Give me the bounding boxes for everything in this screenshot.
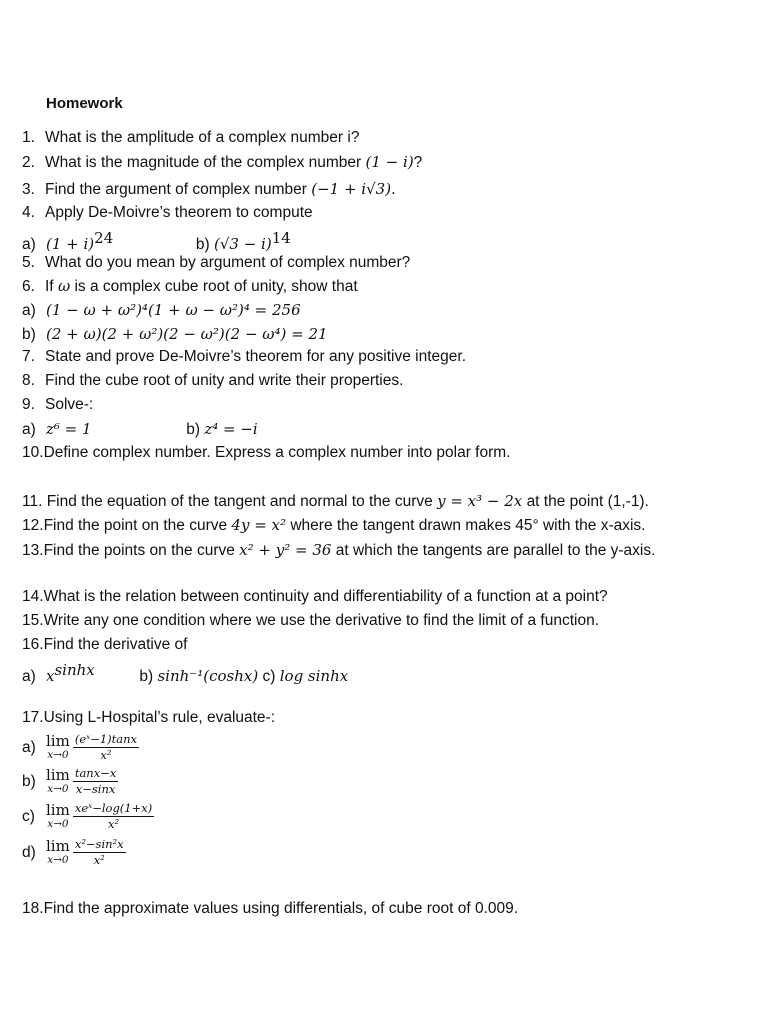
limit-approach: x→0 (47, 748, 69, 761)
question-text: Write any one condition where we use the derivative to find the limit of a function. (43, 612, 599, 629)
question-16 (22, 635, 187, 655)
question-number: 14. (22, 588, 44, 605)
math-expression: (−1 + i√3). (311, 180, 396, 198)
math-expression: z⁴ = −i (204, 420, 258, 438)
limit-b (22, 767, 118, 796)
math-expression: (1 − ω + ω²)⁴(1 + ω − ω²)⁴ = 256 (46, 301, 301, 319)
part-label: a) (22, 236, 36, 254)
exponent: sinhx (54, 661, 95, 679)
question-16-parts (22, 660, 348, 687)
math-expression: y = x³ − 2x (437, 492, 523, 510)
part-label: c) (22, 807, 35, 825)
limit-word: lim (46, 800, 70, 819)
limit-word: lim (46, 765, 70, 784)
math-expression: x² + y² = 36 (239, 541, 332, 559)
question-6a (22, 300, 301, 321)
part-label: a) (22, 302, 36, 319)
question-number: 13. (22, 542, 44, 559)
question-text: What is the amplitude of a complex number i? (45, 129, 360, 146)
limit-operator (46, 731, 70, 762)
denominator: x² (93, 853, 105, 867)
question-text: Solve-: (45, 396, 94, 413)
question-12 (22, 515, 645, 536)
question-17 (22, 708, 275, 728)
question-text: Find the argument of complex number (45, 181, 307, 198)
numerator: xeˣ−log(1+x) (74, 801, 153, 815)
question-1 (22, 128, 359, 148)
math-expression: z⁶ = 1 (46, 420, 92, 438)
question-number: 16. (22, 636, 44, 653)
question-tail: at which the tangents are parallel to the y-axis. (335, 542, 656, 559)
exponent: 24 (94, 229, 114, 247)
limit-approach: x→0 (47, 782, 69, 795)
limit-word: lim (46, 731, 70, 750)
numerator: x²−sin²x (74, 837, 124, 851)
question-11 (22, 491, 649, 512)
limit-c (22, 802, 154, 831)
limit-operator (46, 765, 70, 796)
denominator: x² (107, 817, 120, 831)
question-text: Define complex number. Express a complex number into polar form. (43, 444, 511, 461)
question-text: Find the derivative of (43, 636, 188, 653)
question-text: State and prove De-Moivre’s theorem for any positive integer. (45, 348, 467, 365)
question-tail: at the point (1,-1). (526, 493, 649, 510)
part-label: b) (22, 326, 36, 343)
limit-a (22, 733, 139, 762)
question-7 (22, 347, 466, 367)
question-number: 2. (22, 154, 35, 171)
math-expression: (√3 − i) (213, 235, 272, 254)
question-5 (22, 253, 410, 273)
question-number: 11. (22, 493, 43, 510)
question-text: Using L-Hospital’s rule, evaluate-: (43, 709, 276, 726)
question-text: Apply De-Moivre’s theorem to compute (45, 204, 313, 221)
limit-d (22, 838, 126, 867)
question-6b (22, 324, 328, 345)
question-3 (22, 179, 396, 200)
question-text: is a complex cube root of unity, show that (74, 278, 358, 295)
part-label: a) (22, 421, 36, 438)
question-4-parts (22, 228, 291, 255)
question-4 (22, 203, 313, 223)
denominator: x−sinx (75, 782, 116, 796)
question-tail: where the tangent drawn makes 45° with the x-axis. (290, 517, 646, 534)
part-label: b) (195, 236, 210, 254)
math-expression: (1 − i) (365, 153, 414, 171)
fraction (73, 733, 139, 762)
question-number: 10. (22, 444, 44, 461)
question-text: Find the approximate values using differentials, of cube root of 0.009. (43, 900, 519, 917)
question-number: 15. (22, 612, 44, 629)
part-label: d) (22, 843, 36, 861)
math-expression: x (46, 667, 55, 686)
question-text: What do you mean by argument of complex number? (45, 254, 411, 271)
question-number: 5. (22, 254, 35, 271)
question-8 (22, 371, 403, 391)
question-number: 6. (22, 278, 35, 295)
question-number: 9. (22, 396, 35, 413)
question-2 (22, 152, 422, 173)
question-number: 3. (22, 181, 35, 198)
question-number: 18. (22, 900, 44, 917)
fraction (73, 767, 119, 796)
question-text: Find the cube root of unity and write their properties. (45, 372, 404, 389)
question-number: 17. (22, 709, 44, 726)
math-expression: log sinhx (279, 667, 349, 686)
question-number: 12. (22, 517, 44, 534)
question-text: Find the equation of the tangent and normal to the curve (46, 493, 433, 510)
question-10 (22, 443, 511, 463)
part-label: b) (22, 772, 36, 790)
limit-operator (46, 800, 70, 831)
exponent: 14 (271, 229, 291, 247)
question-text: If (45, 278, 54, 295)
question-14 (22, 587, 608, 607)
question-number: 1. (22, 129, 35, 146)
numerator: tanx−x (74, 766, 117, 780)
homework-title: Homework (46, 95, 123, 112)
question-9-parts (22, 419, 258, 440)
question-18 (22, 899, 518, 919)
limit-approach: x→0 (47, 853, 69, 866)
part-label: b) (139, 668, 154, 686)
part-label: b) (186, 421, 200, 438)
question-number: 4. (22, 204, 35, 221)
question-15 (22, 611, 599, 631)
question-text: What is the relation between continuity and differentiability of a function at a point? (43, 588, 608, 605)
part-label: c) (262, 668, 276, 686)
limit-operator (46, 836, 70, 867)
math-expression: sinh⁻¹(coshx) (157, 667, 259, 686)
question-6 (22, 276, 358, 297)
question-text: What is the magnitude of the complex number (45, 154, 362, 171)
numerator: (eˣ−1)tanx (74, 732, 138, 746)
limit-word: lim (46, 836, 70, 855)
question-13 (22, 540, 655, 561)
fraction (73, 802, 154, 831)
denominator: x² (100, 748, 112, 762)
question-number: 8. (22, 372, 35, 389)
fraction (73, 838, 126, 867)
question-number: 7. (22, 348, 35, 365)
part-label: a) (22, 738, 36, 756)
question-text: Find the points on the curve (43, 542, 235, 559)
math-expression: (1 + i) (46, 235, 95, 254)
question-tail: ? (413, 154, 423, 171)
math-expression: 4y = x² (231, 516, 287, 534)
math-variable: ω (57, 277, 71, 295)
math-expression: (2 + ω)(2 + ω²)(2 − ω²)(2 − ω⁴) = 21 (46, 325, 328, 343)
question-9 (22, 395, 93, 415)
question-text: Find the point on the curve (43, 517, 228, 534)
limit-approach: x→0 (47, 817, 69, 830)
part-label: a) (22, 668, 36, 686)
